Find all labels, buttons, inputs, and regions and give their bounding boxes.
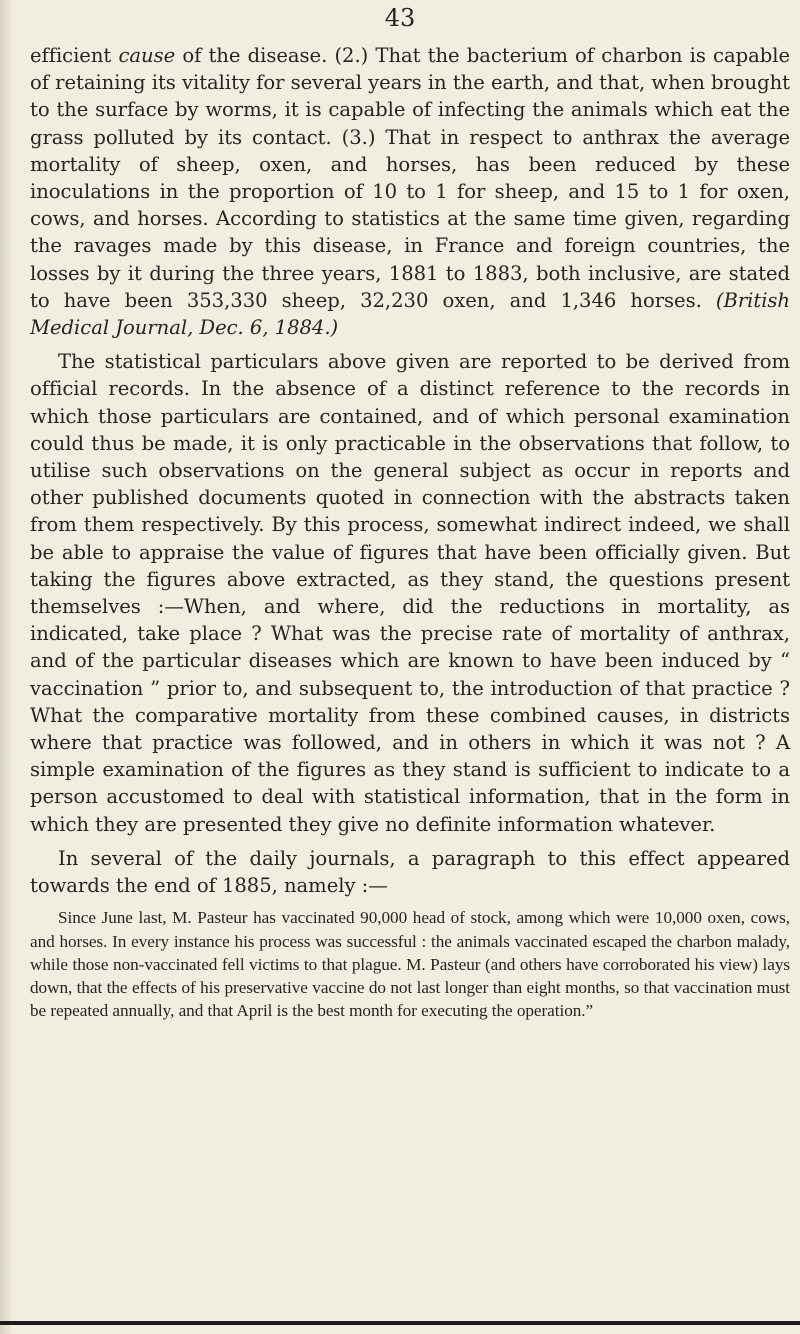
italic-word-cause: cause [118, 44, 176, 67]
paragraph-3: In several of the daily journals, a paragraph to this effect appeared towards the end of 1885, namely :— [30, 846, 790, 898]
paragraph-2: The statistical particulars above given are reported to be derived from official records. In the absence of a distinct reference to the records in which those particulars are contained, and of which personal examination could thus be made, it is only practicable in the observations that follow, to utilise such observations on the general subject as occur in reports and other published documents quoted in connection with the abstracts taken from them respectively. By this process, somewhat indirect indeed, we shall be able to appraise the value of figures that have been officially given. But taking the figures above extracted, as they stand, the questions present themselves :—When, and where, did the reductions in mortality, as indicated, take place ? What was the precise rate of mortality of anthrax, and of the particular diseases which are known to have been induced by “ vaccination ” prior to, and subsequent to, the introduction of that practice ? What the comparative mortality from these combined causes, in districts where that practice was followed, and in others in which it was not ? A simple examination of the figures as they stand is sufficient to indicate to a person accustomed to deal with statistical information, that in the form in which they are presented they give no definite information whatever. [30, 350, 790, 836]
paragraph-1 [30, 42, 790, 341]
page-binding-shadow [0, 0, 12, 1334]
paragraph-1-start: efficient [30, 44, 119, 67]
body-text [30, 42, 790, 1022]
bottom-edge-rule [0, 1321, 800, 1325]
page-number: 43 [384, 4, 416, 32]
journal-citation: (British Medical Journal, Dec. 6, 1884.) [30, 288, 790, 340]
paragraph-1-body: of the disease. (2.) That the bacterium of charbon is capable of retaining its vitality for several years in the earth, and that, when brought to the surface by worms, it is capable of infecting the animals which eat the grass polluted by its contact. (3.) That in respect to anthrax the average mortality of sheep, oxen, and horses, has been reduced by these inoculations in the proportion of 10 to 1 for sheep, and 15 to 1 for oxen, cows, and horses. According to statistics at the same time given, regarding the ravages made by this disease, in France and foreign countries, the losses by it during the three years, 1881 to 1883, both inclusive, are stated to have been 353,330 sheep, 32,230 oxen, and 1,346 horses. [30, 44, 790, 312]
block-quotation: Since June last, M. Pasteur has vaccinated 90,000 head of stock, among which were 10,000 oxen, cows, and horses. In every instance his process was successful : the animals vaccinated escaped the charbon malady, while those non-vaccinated fell victims to that plague. M. Pasteur (and others have corroborated his view) lays down, that the effects of his preservative vaccine do not last longer than eight months, so that vaccination must be repeated annually, and that April is the best month for executing the operation.” [30, 908, 790, 1021]
